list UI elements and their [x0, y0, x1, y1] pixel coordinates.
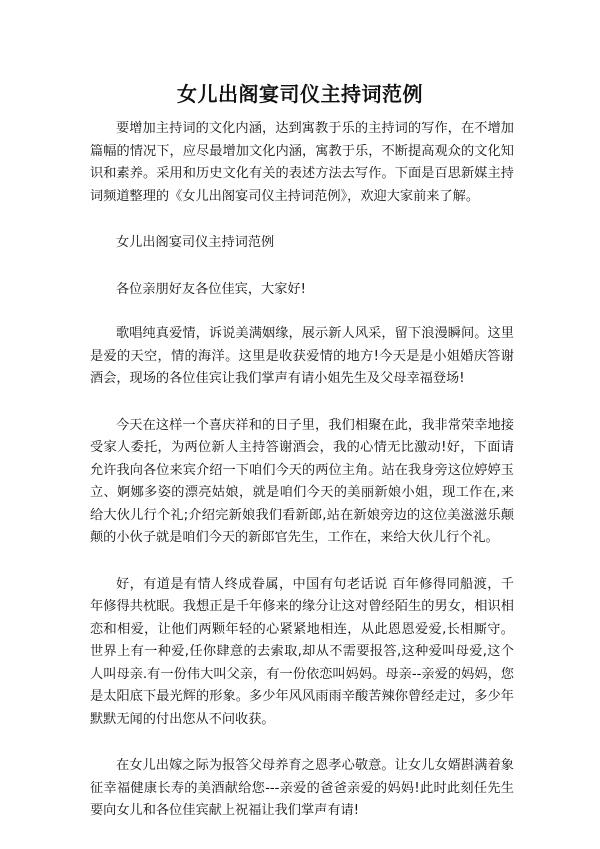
opening-paragraph: 歌唱纯真爱情，诉说美满姻缘，展示新人风采，留下浪漫瞬间。这里是爱的天空，情的海洋。这里是收获爱情的地方!今天是是小姐婚庆答谢酒会，现场的各位佳宾让我们掌声有请小姐先生及父母幸福登场! [90, 326, 514, 386]
greeting-paragraph: 各位亲朋好友各位佳宾，大家好! [116, 281, 306, 297]
document-title: 女儿出阁宴司仪主持词范例 [177, 82, 423, 106]
closing-paragraph: 在女儿出嫁之际为报答父母养育之恩孝心敬意。让女儿女婿斟满着象征幸福健康长寿的美酒献给您---亲爱的爸爸亲爱的妈妈!此时此刻任先生要向女儿和各位佳宾献上祝福让我们掌声有请! [90, 758, 514, 818]
document-body [90, 118, 514, 823]
section-heading: 女儿出阁宴司仪主持词范例 [116, 235, 275, 250]
intro-paragraph: 要增加主持词的文化内涵，达到寓教于乐的主持词的写作，在不增加篇幅的情况下，应尽最增加文化内涵，寓教于乐，不断提高观众的文化知识和素养。采用和历史文化有关的表述方法去写作。下面是百思新媒主持词频道整理的《女儿出阁宴司仪主持词范例》，欢迎大家前来了解。 [90, 121, 514, 204]
introduction-paragraph: 今天在这样一个喜庆祥和的日子里，我们相聚在此，我非常荣幸地接受家人委托，为两位新人主持答谢酒会，我的心情无比激动!好，下面请允许我向各位来宾介绍一下咱们今天的两位主角。站在我身旁这位婷婷玉立、婀娜多姿的漂亮姑娘，就是咱们今天的美丽新娘小姐，现工作在,来给大伙儿行个礼;介绍完新娘我们看新郎,站在新娘旁边的这位美滋滋乐颠颠的小伙子就是咱们今天的新郎官先生，工作在，来给大伙儿行个礼。 [90, 417, 514, 545]
blessing-paragraph: 好，有道是有情人终成眷属，中国有句老话说 百年修得同船渡，千年修得共枕眠。我想正是千年修来的缘分让这对曾经陌生的男女，相识相恋和相爱，让他们两颗年轻的心紧紧地相连，从此恩恩爱爱,长相厮守。世界上有一种爱,任你肆意的去索取,却从不需要报答,这种爱叫母爱,这个人叫母亲.有一份伟大叫父亲，有一份依恋叫妈妈。母亲--亲爱的妈妈，您是太阳底下最光辉的形象。多少年风风雨雨辛酸苦辣你曾经走过，多少年默默无闻的付出您从不问收获。 [90, 576, 514, 727]
